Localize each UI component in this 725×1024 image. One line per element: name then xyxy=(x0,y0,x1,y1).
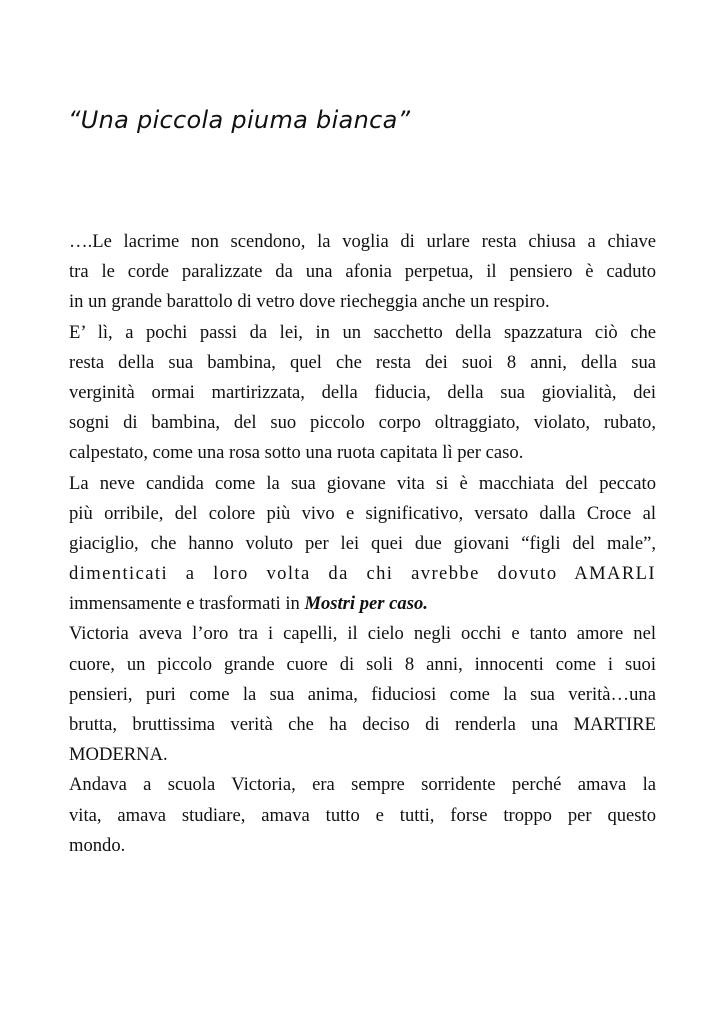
emphasis-phrase: Mostri per caso. xyxy=(304,593,428,615)
text-line: ….Le lacrime non scendono, la voglia di urlare resta chiusa a chiave xyxy=(69,231,656,252)
text-line: Victoria aveva l’oro tra i capelli, il cielo negli occhi e tanto amore nel xyxy=(69,623,656,645)
text-line: sogni di bambina, del suo piccolo corpo oltraggiato, violato, rubato, xyxy=(69,412,656,434)
text-line: cuore, un piccolo grande cuore di soli 8 anni, innocenti come i suoi xyxy=(69,653,656,675)
text-line: tra le corde paralizzate da una afonia perpetua, il pensiero è caduto xyxy=(69,261,656,283)
text-line: calpestato, come una rosa sotto una ruota capitata lì per caso. xyxy=(69,442,524,464)
text-line: La neve candida come la sua giovane vita si è macchiata del peccato xyxy=(69,472,656,494)
text-line: più orribile, del colore più vivo e significativo, versato dalla Croce al xyxy=(69,502,656,524)
text-line-with-emphasis xyxy=(69,589,656,619)
text-line: MODERNA. xyxy=(69,744,168,766)
story-title: “Una piccola piuma bianca” xyxy=(68,106,411,134)
text-line: resta della sua bambina, quel che resta dei suoi 8 anni, della sua xyxy=(69,351,656,373)
text-line-start: immensamente e trasformati in xyxy=(69,593,305,615)
text-line: brutta, bruttissima verità che ha deciso di renderla una MARTIRE xyxy=(69,714,656,735)
story-body xyxy=(69,227,656,861)
text-line: giaciglio, che hanno voluto per lei quei due giovani “figli del male”, xyxy=(69,532,656,554)
text-line: mondo. xyxy=(69,834,126,856)
text-line: verginità ormai martirizzata, della fiducia, della sua giovialità, dei xyxy=(69,381,656,403)
text-line: dimenticati a loro volta da chi avrebbe dovuto AMARLI xyxy=(69,563,656,585)
text-line: Andava a scuola Victoria, era sempre sorridente perché amava la xyxy=(69,774,656,796)
text-line: in un grande barattolo di vetro dove riecheggia anche un respiro. xyxy=(69,291,550,313)
text-line: vita, amava studiare, amava tutto e tutti, forse troppo per questo xyxy=(69,804,656,826)
text-line: E’ lì, a pochi passi da lei, in un sacchetto della spazzatura ciò che xyxy=(69,321,656,343)
text-line: pensieri, puri come la sua anima, fiduciosi come la sua verità…una xyxy=(69,683,656,705)
